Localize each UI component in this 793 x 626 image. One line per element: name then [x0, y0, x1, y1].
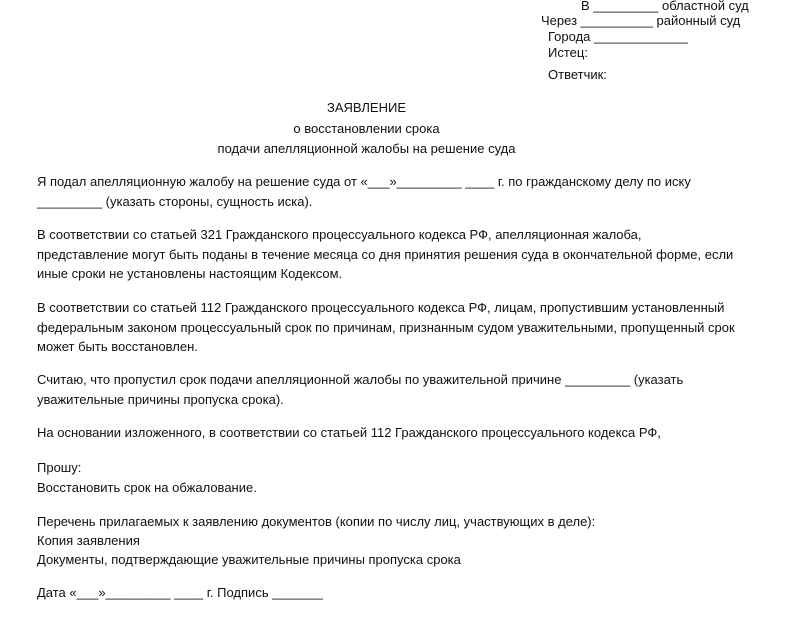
date-signature-line: Дата «___»_________ ____ г. Подпись _______ — [37, 585, 323, 600]
paragraph-2-line-1: В соответствии со статьей 321 Гражданского процессуального кодекса РФ, апелляционная жалоба, — [37, 227, 642, 242]
city-line: Города _____________ — [548, 29, 688, 44]
request-text: Восстановить срок на обжалование. — [37, 480, 257, 495]
document-title: ЗАЯВЛЕНИЕ — [326, 100, 407, 115]
attachment-item-2: Документы, подтверждающие уважительные причины пропуска срока — [37, 552, 461, 567]
paragraph-1-line-1: Я подал апелляционную жалобу на решение суда от «___»_________ ____ г. по гражданскому делу по иску — [37, 174, 691, 189]
paragraph-4-line-2: уважительные причины пропуска срока). — [37, 392, 284, 407]
paragraph-4-line-1: Считаю, что пропустил срок подачи апелляционной жалобы по уважительной причине _________ (указать — [37, 372, 684, 387]
request-label: Прошу: — [37, 460, 82, 475]
paragraph-1-line-2: _________ (указать стороны, сущность иска). — [37, 194, 313, 209]
paragraph-2-line-3: иные сроки не установлены настоящим Кодексом. — [37, 266, 343, 281]
attachment-item-1: Копия заявления — [37, 533, 140, 548]
paragraph-3-line-3: может быть восстановлен. — [37, 339, 198, 354]
paragraph-3-line-1: В соответствии со статьей 112 Гражданского процессуального кодекса РФ, лицам, пропустившим установленный — [37, 300, 725, 315]
paragraph-2-line-2: представление могут быть поданы в течение месяца со дня принятия решения суда в окончательной форме, если — [37, 247, 734, 262]
paragraph-5: На основании изложенного, в соответствии со статьей 112 Гражданского процессуального кодекса РФ, — [37, 425, 661, 440]
paragraph-3-line-2: федеральным законом процессуальный срок по причинам, признанным судом уважительными, пропущенный срок — [37, 320, 735, 335]
attachments-heading: Перечень прилагаемых к заявлению документов (копии по числу лиц, участвующих в деле): — [37, 514, 596, 529]
court-regional-line: В _________ областной суд — [581, 0, 749, 13]
document-subtitle-1: о восстановлении срока — [293, 121, 440, 136]
plaintiff-line: Истец: — [548, 45, 588, 60]
court-district-line: Через __________ районный суд — [541, 13, 741, 28]
document-subtitle-2: подачи апелляционной жалобы на решение суда — [217, 141, 516, 156]
defendant-line: Ответчик: — [548, 67, 607, 82]
